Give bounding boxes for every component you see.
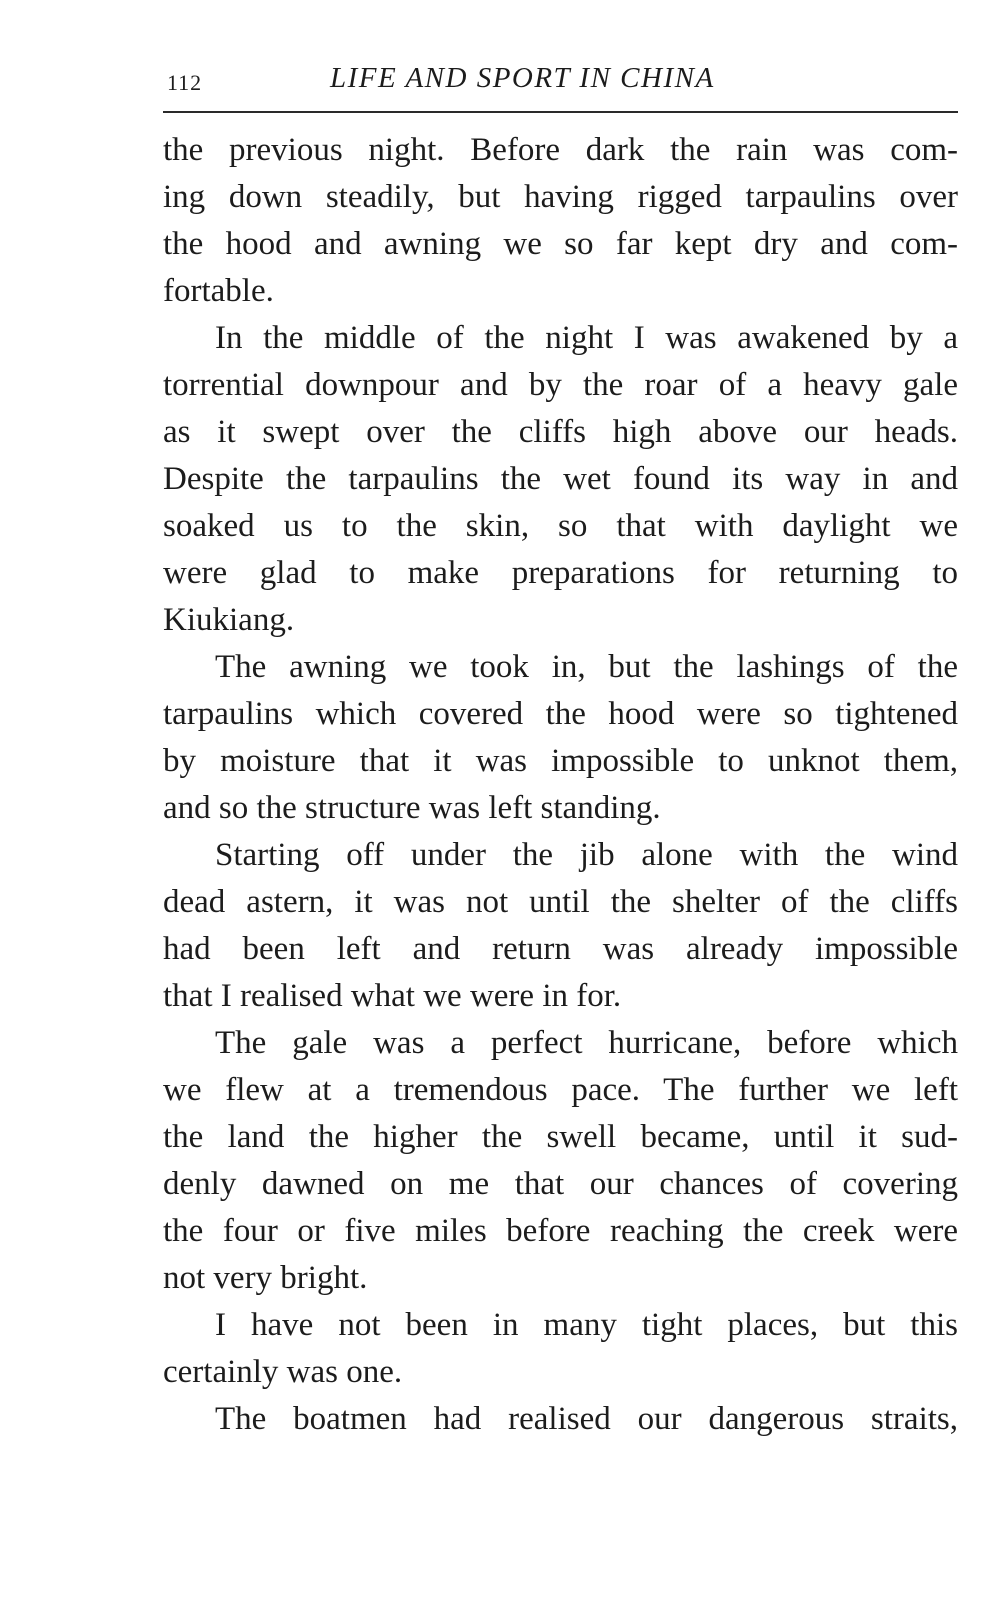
text-line: and so the structure was left standing.	[163, 790, 661, 826]
paragraph	[163, 1396, 958, 1443]
paragraph	[163, 644, 958, 832]
text-line: were glad to make preparations for returning to	[163, 555, 958, 591]
text-line: ing down steadily, but having rigged tarpaulins over	[163, 179, 958, 215]
paragraph	[163, 832, 958, 1020]
text-line: that I realised what we were in for.	[163, 978, 622, 1014]
body-text	[163, 127, 958, 1443]
text-line: as it swept over the cliffs high above our heads.	[163, 414, 958, 450]
text-line: denly dawned on me that our chances of covering	[163, 1166, 958, 1202]
text-line: dead astern, it was not until the shelter of the cliffs	[163, 884, 958, 920]
text-line: torrential downpour and by the roar of a heavy gale	[163, 367, 958, 403]
text-line: soaked us to the skin, so that with daylight we	[163, 508, 958, 544]
paragraph	[163, 1302, 958, 1396]
text-line: I have not been in many tight places, but this	[215, 1307, 958, 1343]
text-line: In the middle of the night I was awakened by a	[215, 320, 958, 356]
text-line: the hood and awning we so far kept dry and com-	[163, 226, 958, 262]
text-line: had been left and return was already impossible	[163, 931, 958, 967]
page-number: 112	[167, 70, 203, 95]
text-line: the four or five miles before reaching the creek were	[163, 1213, 958, 1249]
paragraph	[163, 127, 958, 315]
text-line: certainly was one.	[163, 1354, 403, 1390]
text-line: The gale was a perfect hurricane, before which	[215, 1025, 958, 1061]
page-header	[163, 60, 958, 104]
paragraph	[163, 315, 958, 644]
text-line: Kiukiang.	[163, 602, 295, 638]
running-title: LIFE AND SPORT IN CHINA	[330, 62, 715, 94]
header-rule	[163, 111, 958, 113]
text-line: not very bright.	[163, 1260, 368, 1296]
text-line: the previous night. Before dark the rain was com-	[163, 132, 958, 168]
text-line: tarpaulins which covered the hood were so tightened	[163, 696, 958, 732]
text-line: we flew at a tremendous pace. The further we left	[163, 1072, 958, 1108]
text-line: fortable.	[163, 273, 274, 309]
text-line: by moisture that it was impossible to unknot them,	[163, 743, 958, 779]
text-line: Despite the tarpaulins the wet found its way in and	[163, 461, 958, 497]
paragraph	[163, 1020, 958, 1302]
text-line: the land the higher the swell became, until it sud-	[163, 1119, 958, 1155]
text-line: Starting off under the jib alone with the wind	[215, 837, 958, 873]
text-line: The boatmen had realised our dangerous straits,	[215, 1401, 958, 1437]
text-line: The awning we took in, but the lashings of the	[215, 649, 958, 685]
